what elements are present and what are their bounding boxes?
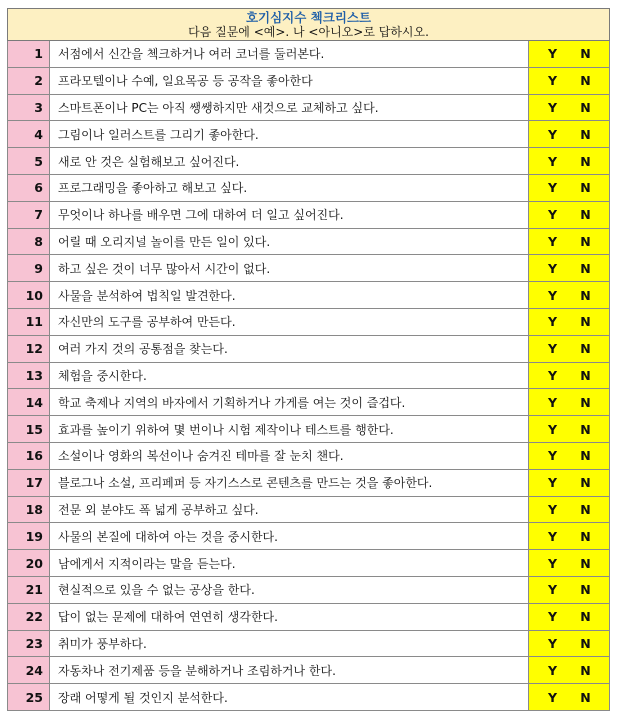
answer-yes[interactable]: Y xyxy=(547,555,558,571)
answer-cell xyxy=(529,282,610,309)
answer-no[interactable]: N xyxy=(580,421,591,437)
answer-yes[interactable]: Y xyxy=(547,394,558,410)
question-row xyxy=(8,228,610,255)
answer-cell xyxy=(529,684,610,711)
question-row xyxy=(8,576,610,603)
answer-no[interactable]: N xyxy=(580,582,591,598)
answer-cell xyxy=(529,362,610,389)
question-row xyxy=(8,121,610,148)
checklist-table xyxy=(7,8,610,711)
answer-cell xyxy=(529,550,610,577)
question-number: 11 xyxy=(8,308,50,335)
header-cell xyxy=(8,9,610,41)
question-row xyxy=(8,603,610,630)
answer-no[interactable]: N xyxy=(580,73,591,89)
answer-cell xyxy=(529,603,610,630)
answer-yes[interactable]: Y xyxy=(547,126,558,142)
question-number: 5 xyxy=(8,148,50,175)
question-number: 18 xyxy=(8,496,50,523)
answer-cell xyxy=(529,174,610,201)
answer-no[interactable]: N xyxy=(580,635,591,651)
answer-cell xyxy=(529,576,610,603)
checklist-sheet xyxy=(7,8,609,711)
answer-no[interactable]: N xyxy=(580,287,591,303)
answer-yes[interactable]: Y xyxy=(547,153,558,169)
answer-no[interactable]: N xyxy=(580,207,591,223)
answer-yes[interactable]: Y xyxy=(547,689,558,705)
question-row xyxy=(8,630,610,657)
question-row xyxy=(8,684,610,711)
answer-no[interactable]: N xyxy=(580,260,591,276)
question-row xyxy=(8,282,610,309)
answer-yes[interactable]: Y xyxy=(547,207,558,223)
answer-no[interactable]: N xyxy=(580,689,591,705)
question-text: 답이 없는 문제에 대하여 연연히 생각한다. xyxy=(50,603,529,630)
question-text: 블로그나 소설, 프리페퍼 등 자기스스로 콘텐츠를 만드는 것을 좋아한다. xyxy=(50,469,529,496)
question-number: 9 xyxy=(8,255,50,282)
question-row xyxy=(8,255,610,282)
header-row xyxy=(8,9,610,41)
answer-cell xyxy=(529,630,610,657)
answer-no[interactable]: N xyxy=(580,367,591,383)
answer-cell xyxy=(529,496,610,523)
answer-no[interactable]: N xyxy=(580,448,591,464)
question-text: 학교 축제나 지역의 바자에서 기획하거나 가게를 여는 것이 즐겁다. xyxy=(50,389,529,416)
checklist-instruction: 다음 질문에 <예>. 나 <아니오>로 답하시오. xyxy=(188,24,429,39)
checklist-title: 호기심지수 첵크리스트 xyxy=(245,9,372,25)
answer-cell xyxy=(529,657,610,684)
answer-yes[interactable]: Y xyxy=(547,528,558,544)
answer-no[interactable]: N xyxy=(580,528,591,544)
question-text: 사물을 분석하여 법칙일 발견한다. xyxy=(50,282,529,309)
answer-cell xyxy=(529,228,610,255)
question-number: 8 xyxy=(8,228,50,255)
question-row xyxy=(8,67,610,94)
answer-cell xyxy=(529,416,610,443)
question-text: 사물의 본질에 대하여 아는 것을 중시한다. xyxy=(50,523,529,550)
question-text: 소설이나 영화의 복선이나 숨겨진 테마를 잘 눈치 챈다. xyxy=(50,442,529,469)
question-row xyxy=(8,657,610,684)
question-text: 자동차나 전기제품 등을 분해하거나 조림하거나 한다. xyxy=(50,657,529,684)
answer-cell xyxy=(529,201,610,228)
question-number: 25 xyxy=(8,684,50,711)
answer-yes[interactable]: Y xyxy=(547,475,558,491)
question-number: 21 xyxy=(8,576,50,603)
answer-no[interactable]: N xyxy=(580,46,591,62)
question-number: 1 xyxy=(8,41,50,68)
question-number: 22 xyxy=(8,603,50,630)
question-text: 스마트폰이나 PC는 아직 쌩쌩하지만 새것으로 교체하고 싶다. xyxy=(50,94,529,121)
question-row xyxy=(8,469,610,496)
question-text: 새로 안 것은 실험해보고 싶어진다. xyxy=(50,148,529,175)
answer-cell xyxy=(529,308,610,335)
answer-no[interactable]: N xyxy=(580,475,591,491)
answer-no[interactable]: N xyxy=(580,341,591,357)
question-text: 여러 가지 것의 공통점을 찾는다. xyxy=(50,335,529,362)
question-row xyxy=(8,523,610,550)
question-row xyxy=(8,496,610,523)
question-text: 현실적으로 있을 수 없는 공상을 한다. xyxy=(50,576,529,603)
question-text: 무엇이나 하나를 배우면 그에 대하여 더 일고 싶어진다. xyxy=(50,201,529,228)
answer-yes[interactable]: Y xyxy=(547,448,558,464)
question-number: 23 xyxy=(8,630,50,657)
answer-yes[interactable]: Y xyxy=(547,260,558,276)
question-row xyxy=(8,550,610,577)
answer-no[interactable]: N xyxy=(580,394,591,410)
answer-no[interactable]: N xyxy=(580,180,591,196)
answer-yes[interactable]: Y xyxy=(547,635,558,651)
question-number: 2 xyxy=(8,67,50,94)
question-row xyxy=(8,389,610,416)
question-row xyxy=(8,148,610,175)
question-number: 19 xyxy=(8,523,50,550)
answer-cell xyxy=(529,335,610,362)
answer-cell xyxy=(529,389,610,416)
question-number: 3 xyxy=(8,94,50,121)
answer-cell xyxy=(529,148,610,175)
question-number: 13 xyxy=(8,362,50,389)
answer-yes[interactable]: Y xyxy=(547,287,558,303)
answer-no[interactable]: N xyxy=(580,609,591,625)
question-text: 효과를 높이기 위하여 몇 번이나 시험 제작이나 테스트를 행한다. xyxy=(50,416,529,443)
question-text: 프로그래밍을 좋아하고 해보고 싶다. xyxy=(50,174,529,201)
question-number: 24 xyxy=(8,657,50,684)
question-text: 남에게서 지적이라는 말을 듣는다. xyxy=(50,550,529,577)
question-text: 서점에서 신간을 첵크하거나 여러 코너를 둘러본다. xyxy=(50,41,529,68)
question-row xyxy=(8,174,610,201)
answer-cell xyxy=(529,67,610,94)
answer-cell xyxy=(529,442,610,469)
answer-yes[interactable]: Y xyxy=(547,73,558,89)
question-number: 16 xyxy=(8,442,50,469)
answer-no[interactable]: N xyxy=(580,555,591,571)
answer-no[interactable]: N xyxy=(580,99,591,115)
answer-yes[interactable]: Y xyxy=(547,341,558,357)
answer-yes[interactable]: Y xyxy=(547,582,558,598)
answer-cell xyxy=(529,523,610,550)
question-row xyxy=(8,94,610,121)
answer-yes[interactable]: Y xyxy=(547,367,558,383)
question-text: 하고 싶은 것이 너무 많아서 시간이 없다. xyxy=(50,255,529,282)
answer-no[interactable]: N xyxy=(580,501,591,517)
question-text: 체험을 중시한다. xyxy=(50,362,529,389)
answer-cell xyxy=(529,94,610,121)
question-text: 전문 외 분야도 폭 넓게 공부하고 싶다. xyxy=(50,496,529,523)
answer-cell xyxy=(529,255,610,282)
question-row xyxy=(8,308,610,335)
answer-cell xyxy=(529,121,610,148)
answer-no[interactable]: N xyxy=(580,126,591,142)
question-number: 20 xyxy=(8,550,50,577)
question-text: 취미가 풍부하다. xyxy=(50,630,529,657)
answer-yes[interactable]: Y xyxy=(547,46,558,62)
answer-yes[interactable]: Y xyxy=(547,662,558,678)
question-row xyxy=(8,201,610,228)
answer-yes[interactable]: Y xyxy=(547,233,558,249)
answer-no[interactable]: N xyxy=(580,662,591,678)
question-row xyxy=(8,41,610,68)
question-row xyxy=(8,335,610,362)
question-row xyxy=(8,442,610,469)
answer-yes[interactable]: Y xyxy=(547,180,558,196)
answer-yes[interactable]: Y xyxy=(547,421,558,437)
question-number: 14 xyxy=(8,389,50,416)
question-number: 17 xyxy=(8,469,50,496)
answer-no[interactable]: N xyxy=(580,153,591,169)
question-text: 자신만의 도구를 공부하여 만든다. xyxy=(50,308,529,335)
question-number: 4 xyxy=(8,121,50,148)
answer-no[interactable]: N xyxy=(580,233,591,249)
answer-yes[interactable]: Y xyxy=(547,99,558,115)
answer-yes[interactable]: Y xyxy=(547,314,558,330)
question-text: 장래 어떻게 될 것인지 분석한다. xyxy=(50,684,529,711)
question-row xyxy=(8,362,610,389)
answer-no[interactable]: N xyxy=(580,314,591,330)
question-text: 어릴 때 오리지널 놀이를 만든 일이 있다. xyxy=(50,228,529,255)
question-text: 그림이나 일러스트를 그리기 좋아한다. xyxy=(50,121,529,148)
question-number: 12 xyxy=(8,335,50,362)
question-text: 프라모텔이나 수예, 일요목공 등 공작을 좋아한다 xyxy=(50,67,529,94)
question-number: 7 xyxy=(8,201,50,228)
answer-yes[interactable]: Y xyxy=(547,609,558,625)
answer-yes[interactable]: Y xyxy=(547,501,558,517)
answer-cell xyxy=(529,41,610,68)
question-number: 15 xyxy=(8,416,50,443)
answer-cell xyxy=(529,469,610,496)
question-row xyxy=(8,416,610,443)
question-number: 6 xyxy=(8,174,50,201)
question-number: 10 xyxy=(8,282,50,309)
